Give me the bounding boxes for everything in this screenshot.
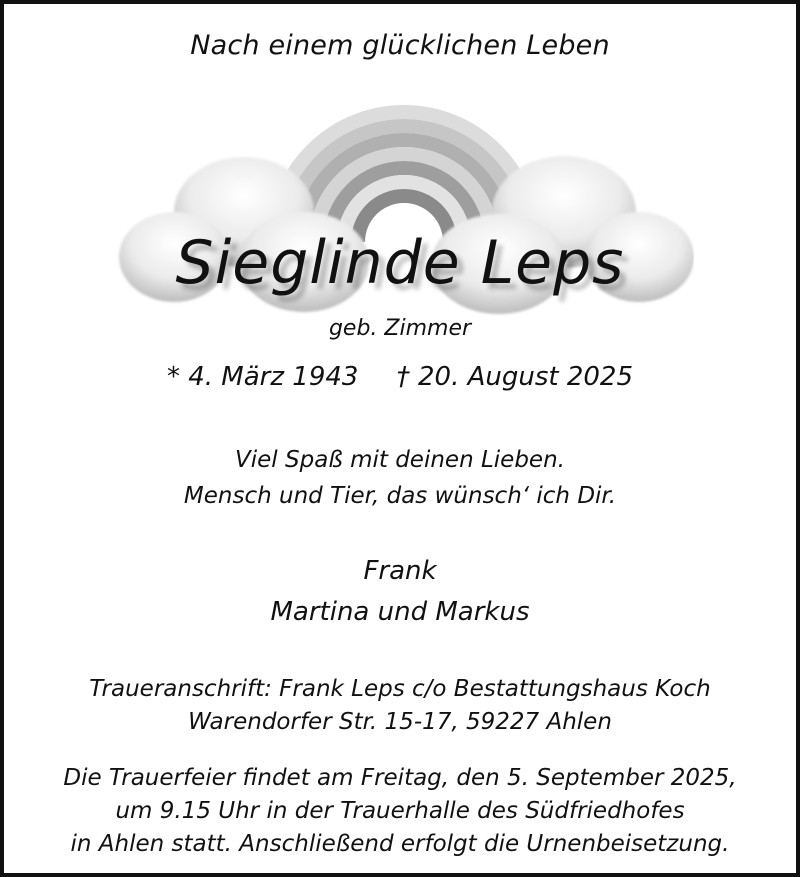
family-member: Frank <box>363 556 437 586</box>
service-info-line: um 9.15 Uhr in der Trauerhalle des Südfriedhofes <box>115 798 685 824</box>
family-member: Martina und Markus <box>270 597 530 627</box>
mourning-address-line: Traueranschrift: Frank Leps c/o Bestattungshaus Koch <box>89 676 711 702</box>
verse-line: Mensch und Tier, das wünsch‘ ich Dir. <box>183 483 617 509</box>
birth-date: * 4. März 1943 <box>166 362 359 392</box>
life-dates <box>4 362 796 392</box>
intro-text: Nach einem glücklichen Leben <box>190 30 610 61</box>
deceased-name: Sieglinde Leps <box>175 228 625 298</box>
maiden-name: geb. Zimmer <box>328 316 472 341</box>
service-info-line: in Ahlen statt. Anschließend erfolgt die Urnenbeisetzung. <box>70 831 730 857</box>
death-date: † 20. August 2025 <box>396 362 634 392</box>
verse-line: Viel Spaß mit deinen Lieben. <box>235 447 565 473</box>
mourning-address-line: Warendorfer Str. 15-17, 59227 Ahlen <box>188 709 612 735</box>
service-info-line: Die Trauerfeier findet am Freitag, den 5. September 2025, <box>63 765 737 791</box>
